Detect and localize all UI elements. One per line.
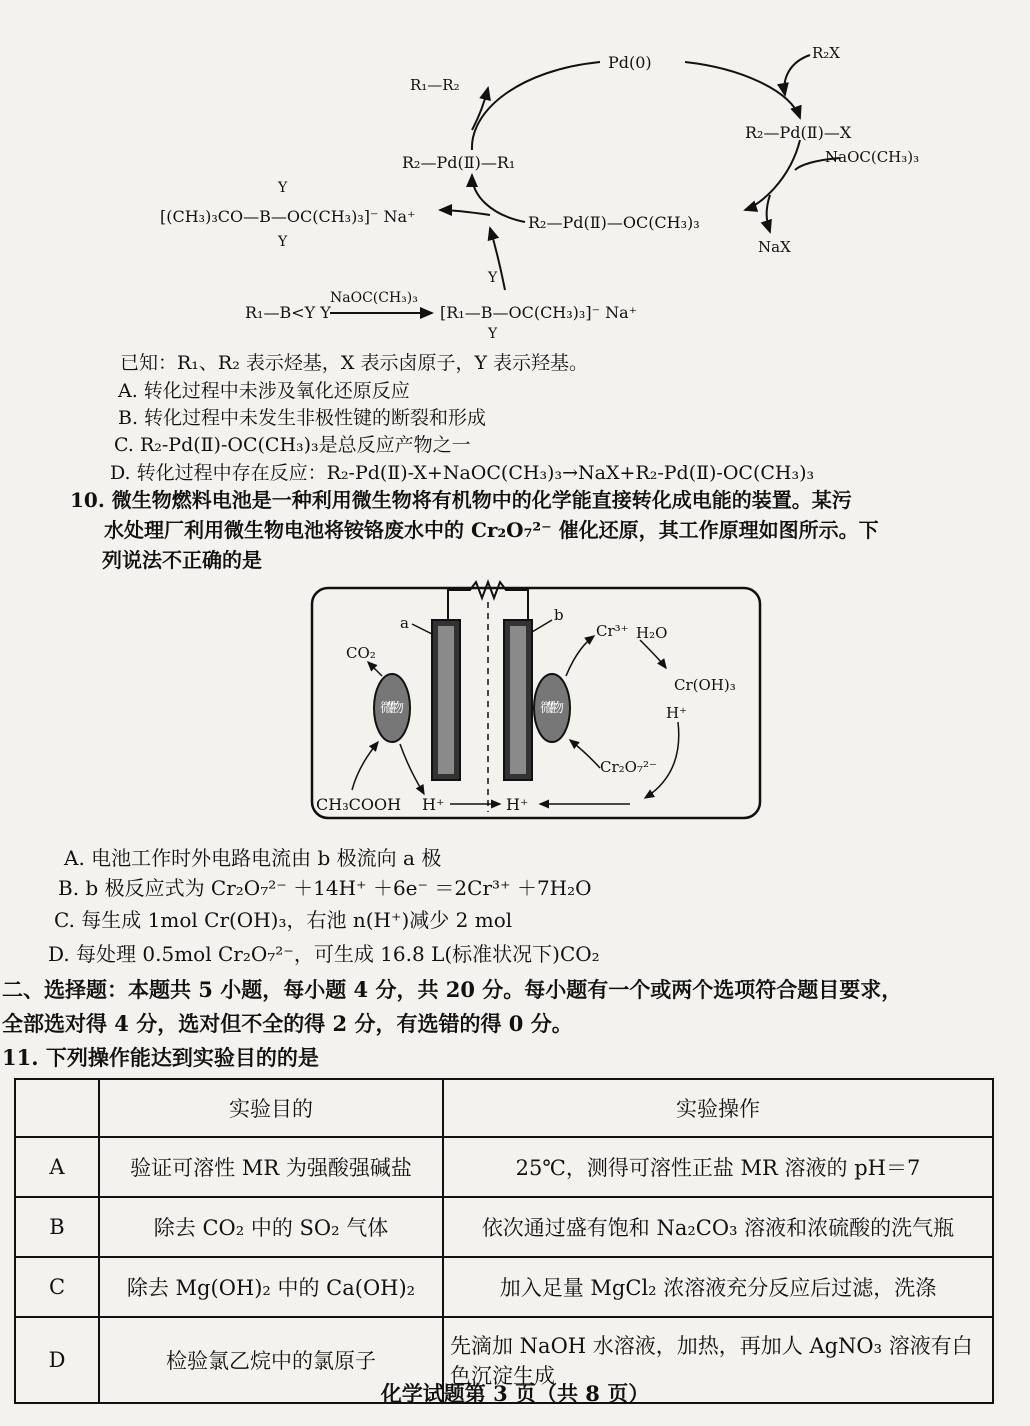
h-plus-left: H⁺ bbox=[422, 795, 445, 814]
microbe-right-label: 微生物 bbox=[540, 701, 564, 716]
cr2o7-label: Cr₂O₇²⁻ bbox=[600, 758, 657, 776]
table-row-operation: 加入足量 MgCl₂ 浓溶液充分反应后过滤，洗涤 bbox=[443, 1257, 993, 1317]
borate-right-y-bottom: Y bbox=[488, 326, 498, 342]
table-row-purpose: 检验氯乙烷中的氯原子 bbox=[99, 1317, 443, 1403]
q10-option-d: D. 每处理 0.5mol Cr₂O₇²⁻，可生成 16.8 L(标准状况下)CO₂ bbox=[48, 942, 600, 966]
q10-stem-line3: 列说法不正确的是 bbox=[102, 548, 262, 572]
nax-out-arrow bbox=[767, 195, 770, 232]
q9-option-b: B. 转化过程中未发生非极性键的断裂和形成 bbox=[118, 407, 487, 429]
borate-left-label: [(CH₃)₃CO—B—OC(CH₃)₃]⁻ Na⁺ bbox=[160, 207, 416, 226]
electrode-b-label: b bbox=[554, 606, 564, 624]
table-row-purpose: 除去 CO₂ 中的 SO₂ 气体 bbox=[99, 1197, 443, 1257]
q10-stem-line1: 10. 微生物燃料电池是一种利用微生物将有机物中的化学能直接转化成电能的装置。某污 bbox=[70, 488, 852, 512]
r1r2-label: R₁—R₂ bbox=[410, 76, 460, 94]
q10-option-b: B. b 极反应式为 Cr₂O₇²⁻ ＋14H⁺ ＋6e⁻ ＝2Cr³⁺ ＋7H₂O bbox=[58, 876, 592, 900]
q9-option-c: C. R₂-Pd(Ⅱ)-OC(CH₃)₃是总反应产物之一 bbox=[114, 434, 471, 456]
ch3cooh-label: CH₃COOH bbox=[316, 795, 402, 814]
section2-line2: 全部选对得 4 分，选对但不全的得 2 分，有选错的得 0 分。 bbox=[2, 1011, 573, 1036]
fuel-cell-diagram bbox=[300, 572, 770, 832]
release-arrow bbox=[472, 88, 488, 130]
cycle-arc-bottom-left bbox=[472, 175, 525, 222]
electrode-a-label: a bbox=[400, 614, 409, 632]
table-row bbox=[15, 1197, 993, 1257]
croh3-label: Cr(OH)₃ bbox=[674, 676, 736, 694]
q9-option-a: A. 转化过程中未涉及氧化还原反应 bbox=[118, 380, 410, 402]
table-row-label: A bbox=[15, 1137, 99, 1197]
table-row-operation: 依次通过盛有饱和 Na₂CO₃ 溶液和浓硫酸的洗气瓶 bbox=[443, 1197, 993, 1257]
page-footer: 化学试题第 3 页（共 8 页） bbox=[380, 1381, 650, 1406]
table-row-purpose: 验证可溶性 MR 为强酸强碱盐 bbox=[99, 1137, 443, 1197]
table-header-row bbox=[15, 1079, 993, 1137]
r2-pd-r1-label: R₂—Pd(Ⅱ)—R₁ bbox=[402, 153, 516, 172]
electrode-b-core bbox=[510, 626, 526, 774]
h-plus-product: H⁺ bbox=[666, 704, 687, 722]
q11-stem: 11. 下列操作能达到实验目的的是 bbox=[2, 1045, 319, 1070]
table-row-label: B bbox=[15, 1197, 99, 1257]
table-row bbox=[15, 1257, 993, 1317]
r2-pd-otbu-label: R₂—Pd(Ⅱ)—OC(CH₃)₃ bbox=[528, 213, 700, 232]
co2-label: CO₂ bbox=[346, 644, 376, 662]
q10-option-a: A. 电池工作时外电路电流由 b 极流向 a 极 bbox=[64, 846, 442, 870]
cr3-label: Cr³⁺ bbox=[596, 622, 629, 640]
table-header-operation: 实验操作 bbox=[443, 1079, 993, 1137]
microbe-left-label: 微生物 bbox=[380, 701, 404, 716]
q9-option-d: D. 转化过程中存在反应：R₂-Pd(Ⅱ)-X+NaOC(CH₃)₃→NaX+R₂-Pd(Ⅱ)-OC(CH₃)₃ bbox=[110, 462, 815, 484]
table-row-label: D bbox=[15, 1317, 99, 1403]
table-row bbox=[15, 1137, 993, 1197]
catalytic-cycle-diagram bbox=[0, 0, 1030, 350]
borate-left-y-bottom: Y bbox=[278, 234, 288, 250]
h2o-label: H₂O bbox=[636, 624, 668, 642]
table-row-operation: 先滴加 NaOH 水溶液，加热，再加人 AgNO₃ 溶液有白色沉淀生成 bbox=[443, 1317, 993, 1403]
table-row-operation: 25℃，测得可溶性正盐 MR 溶液的 pH＝7 bbox=[443, 1137, 993, 1197]
cycle-arc-top-right bbox=[685, 62, 800, 118]
cycle-arc-right bbox=[745, 140, 800, 210]
h-plus-right: H⁺ bbox=[506, 795, 529, 814]
r2x-label: R₂X bbox=[812, 44, 840, 62]
table-row-purpose: 除去 Mg(OH)₂ 中的 Ca(OH)₂ bbox=[99, 1257, 443, 1317]
nax-label: NaX bbox=[758, 238, 791, 256]
cycle-arc-top-left bbox=[472, 62, 600, 150]
q10-stem-line2: 水处理厂利用微生物电池将铵铬废水中的 Cr₂O₇²⁻ 催化还原，其工作原理如图所示。下 bbox=[104, 518, 879, 542]
borate-left-y-top: Y bbox=[278, 180, 288, 196]
naotbu-arrow-label: NaOC(CH₃)₃ bbox=[330, 290, 418, 306]
table-header-purpose: 实验目的 bbox=[99, 1079, 443, 1137]
table-header-label bbox=[15, 1079, 99, 1137]
r2x-in-arrow bbox=[784, 55, 810, 95]
r1by2-label: R₁—B<Y Y bbox=[245, 303, 331, 322]
table-row-label: C bbox=[15, 1257, 99, 1317]
pd0-label: Pd(0) bbox=[608, 53, 652, 72]
q9-known: 已知：R₁、R₂ 表示烃基，X 表示卤原子，Y 表示羟基。 bbox=[120, 352, 589, 374]
q10-option-c: C. 每生成 1mol Cr(OH)₃，右池 n(H⁺)减少 2 mol bbox=[54, 908, 513, 932]
borate-out-arrow bbox=[440, 210, 490, 215]
naotbu-in-label: NaOC(CH₃)₃ bbox=[825, 148, 920, 166]
electrode-a-core bbox=[438, 626, 454, 774]
borate-right-label: [R₁—B—OC(CH₃)₃]⁻ Na⁺ bbox=[440, 303, 638, 322]
oxidative-add-label: R₂—Pd(Ⅱ)—X bbox=[745, 123, 852, 142]
q11-table bbox=[14, 1078, 994, 1404]
section2-line1: 二、选择题：本题共 5 小题，每小题 4 分，共 20 分。每小题有一个或两个选项符合题目要求， bbox=[2, 977, 903, 1002]
borate-right-y-top: Y bbox=[488, 270, 498, 286]
